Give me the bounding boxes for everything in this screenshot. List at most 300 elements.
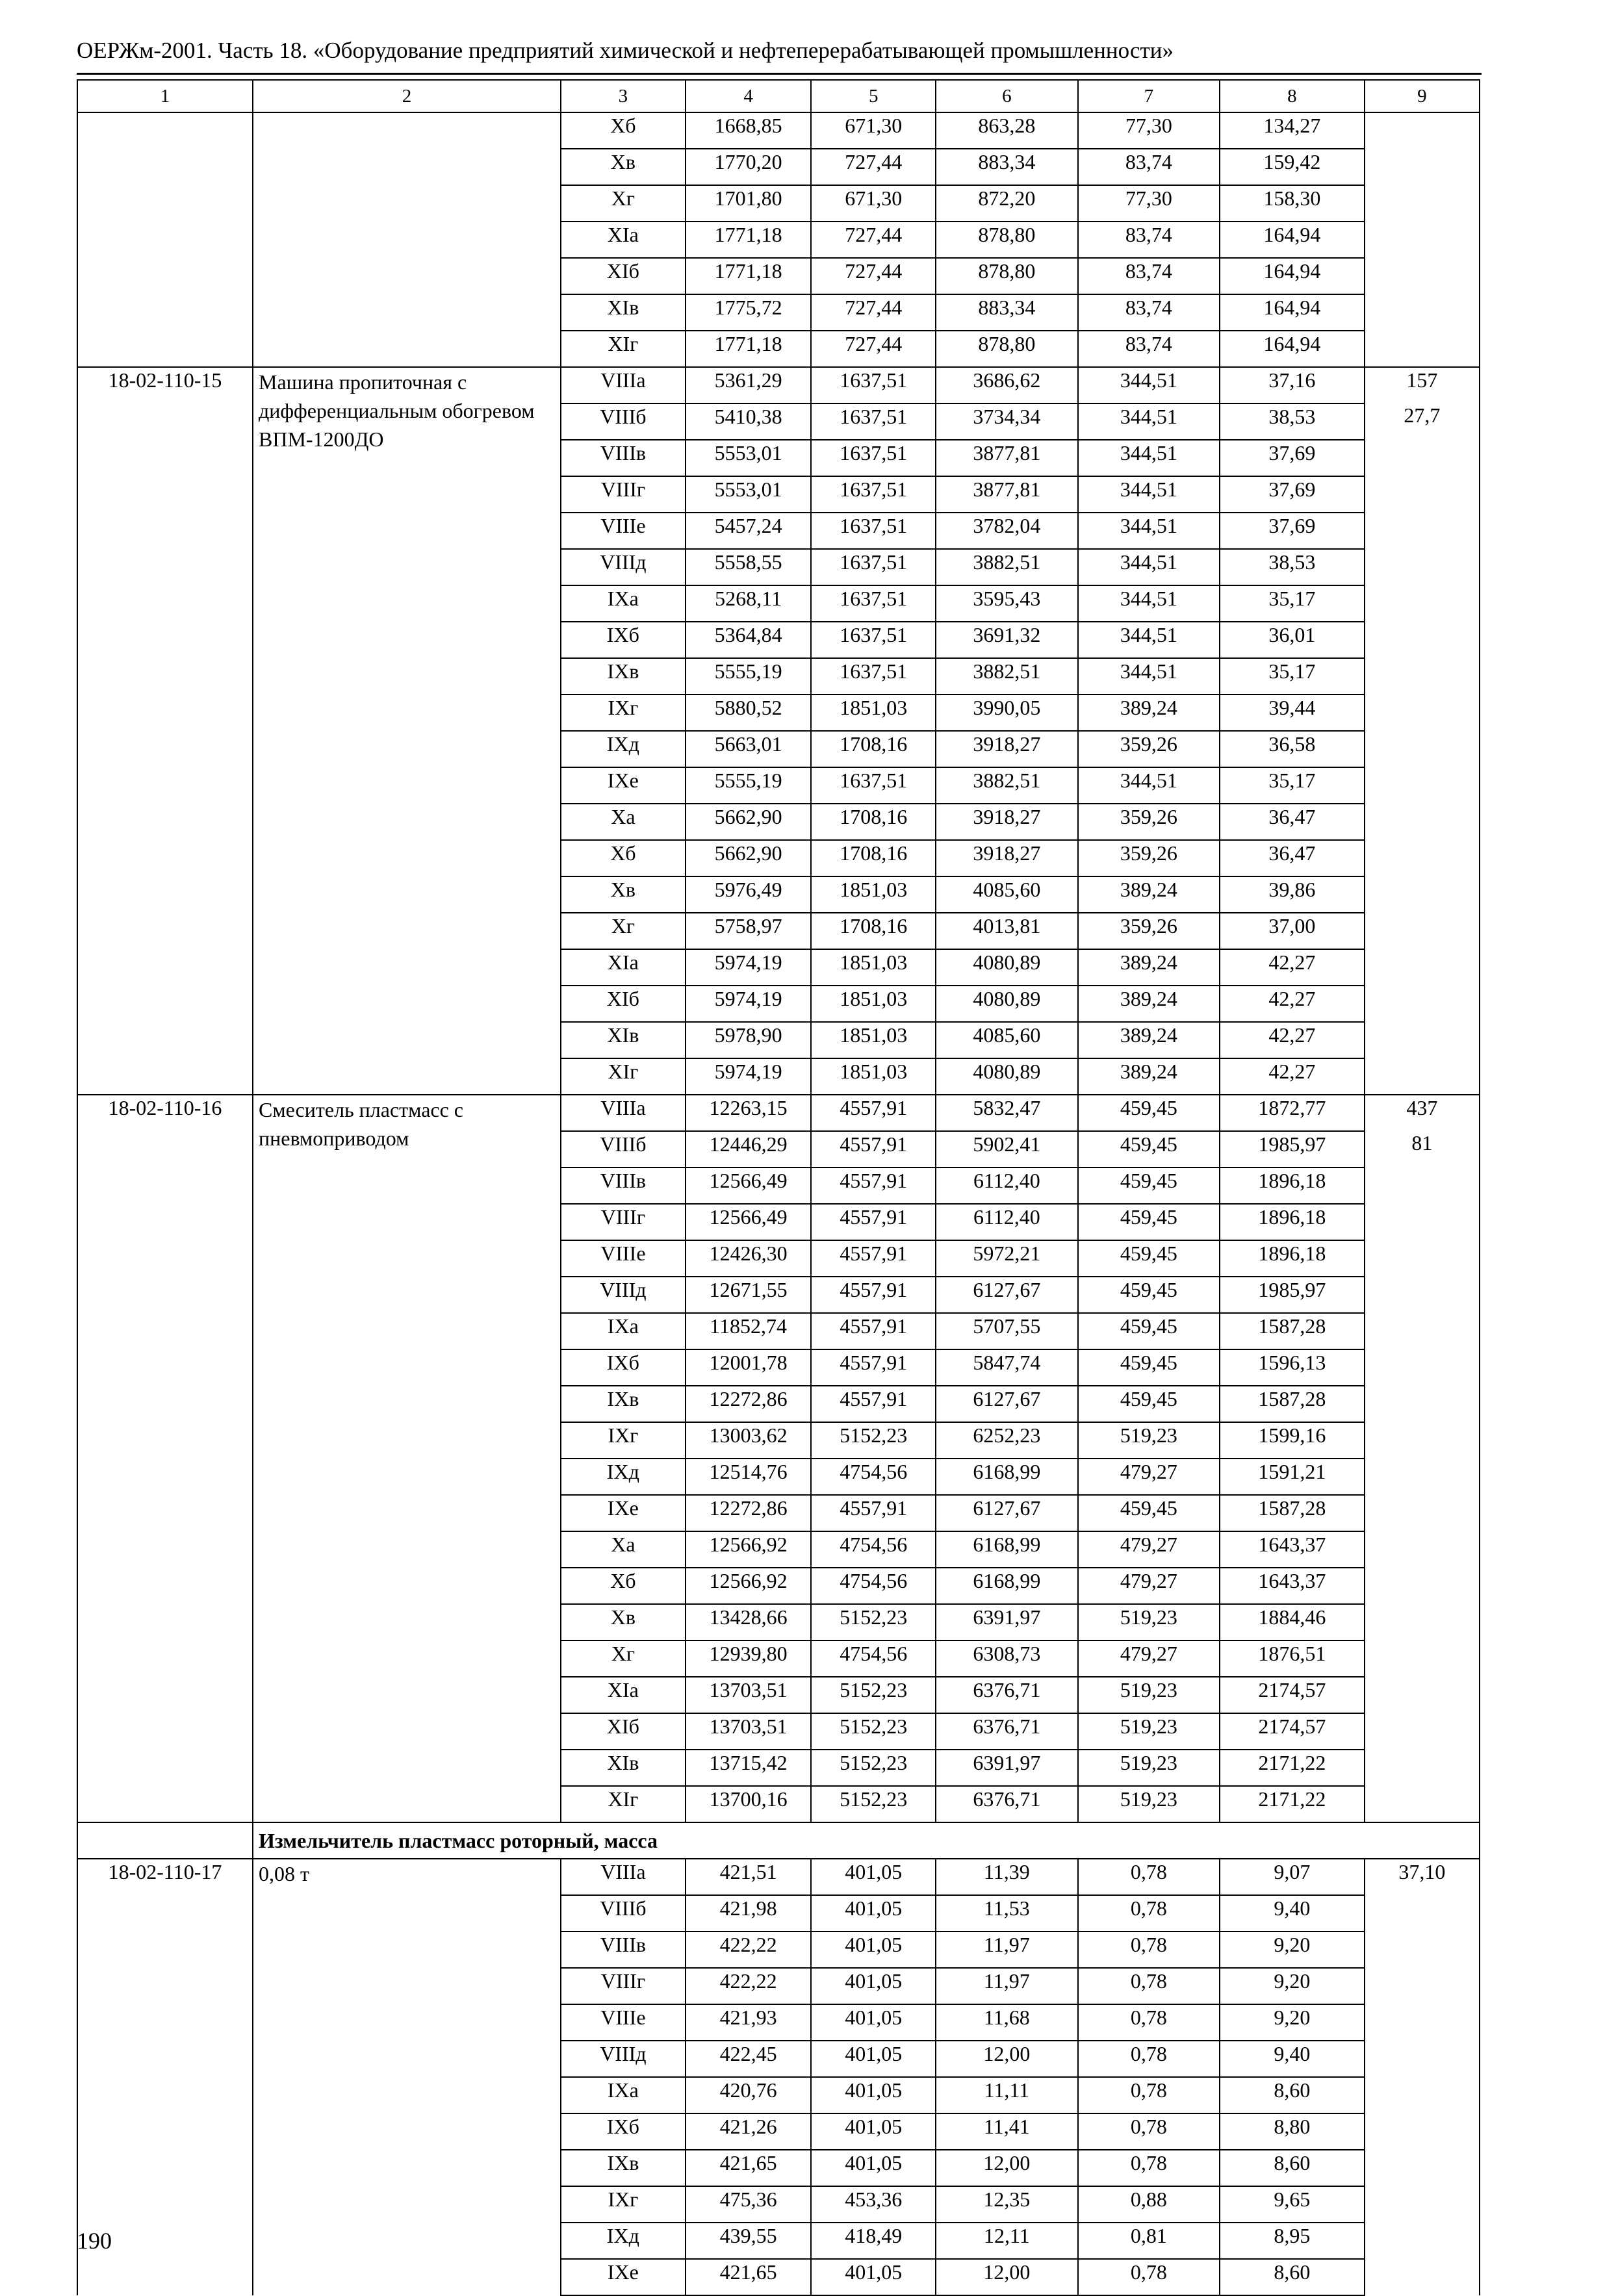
value-cell: 12,00: [936, 2041, 1077, 2077]
value-cell: 12272,86: [686, 1495, 812, 1531]
zone-cell: IXб: [561, 2113, 686, 2150]
value-cell: 519,23: [1078, 1604, 1220, 1640]
value-cell: 5558,55: [686, 549, 812, 585]
value-cell: 2171,22: [1220, 1786, 1365, 1822]
value-cell: 5555,19: [686, 767, 812, 804]
value-cell: 479,27: [1078, 1568, 1220, 1604]
value-cell: 5880,52: [686, 695, 812, 731]
zone-cell: IXб: [561, 1349, 686, 1386]
value-cell: 344,51: [1078, 476, 1220, 513]
item-name: [253, 112, 561, 367]
zone-cell: XIг: [561, 1786, 686, 1822]
value-cell: 6391,97: [936, 1750, 1077, 1786]
value-cell: 1775,72: [686, 294, 812, 331]
column-number: 1: [77, 80, 253, 112]
value-cell: 1896,18: [1220, 1240, 1365, 1277]
value-cell: 1708,16: [811, 840, 936, 876]
group-title: Измельчитель пластмасс роторный, масса: [253, 1822, 1480, 1859]
value-cell: 878,80: [936, 331, 1077, 367]
value-cell: 863,28: [936, 112, 1077, 149]
zone-cell: VIIIе: [561, 2004, 686, 2041]
value-cell: 9,65: [1220, 2186, 1365, 2223]
value-cell: 5410,38: [686, 403, 812, 440]
value-cell: 459,45: [1078, 1131, 1220, 1167]
value-cell: 4080,89: [936, 986, 1077, 1022]
zone-cell: XIб: [561, 986, 686, 1022]
weight-value: 27,7: [1404, 403, 1441, 427]
value-cell: 42,27: [1220, 949, 1365, 986]
value-cell: 6168,99: [936, 1531, 1077, 1568]
value-cell: 4557,91: [811, 1277, 936, 1313]
value-cell: 459,45: [1078, 1386, 1220, 1422]
table-row: [77, 112, 1480, 149]
value-cell: 727,44: [811, 258, 936, 294]
column-number: 9: [1365, 80, 1480, 112]
value-cell: 37,69: [1220, 440, 1365, 476]
value-cell: 6376,71: [936, 1713, 1077, 1750]
value-cell: 37,69: [1220, 476, 1365, 513]
value-cell: 5152,23: [811, 1750, 936, 1786]
value-cell: 727,44: [811, 222, 936, 258]
value-cell: 439,55: [686, 2223, 812, 2259]
value-cell: 359,26: [1078, 804, 1220, 840]
value-cell: 344,51: [1078, 513, 1220, 549]
value-cell: 3918,27: [936, 731, 1077, 767]
zone-cell: Xа: [561, 1531, 686, 1568]
value-cell: 9,40: [1220, 2041, 1365, 2077]
value-cell: 1985,97: [1220, 1277, 1365, 1313]
value-cell: 4754,56: [811, 1531, 936, 1568]
value-cell: 401,05: [811, 2041, 936, 2077]
value-cell: 6168,99: [936, 1568, 1077, 1604]
zone-cell: IXд: [561, 731, 686, 767]
value-cell: 872,20: [936, 185, 1077, 222]
zone-cell: IXа: [561, 585, 686, 622]
zone-cell: XIб: [561, 1713, 686, 1750]
value-cell: 12566,49: [686, 1204, 812, 1240]
value-cell: 8,60: [1220, 2259, 1365, 2295]
price-table: [77, 79, 1480, 2296]
value-cell: 459,45: [1078, 1204, 1220, 1240]
value-cell: 401,05: [811, 2077, 936, 2113]
value-cell: 39,86: [1220, 876, 1365, 913]
value-cell: 389,24: [1078, 986, 1220, 1022]
value-cell: 5758,97: [686, 913, 812, 949]
value-cell: 5555,19: [686, 658, 812, 695]
zone-cell: XIа: [561, 1677, 686, 1713]
value-cell: 12566,92: [686, 1531, 812, 1568]
value-cell: 6112,40: [936, 1167, 1077, 1204]
value-cell: 5662,90: [686, 840, 812, 876]
value-cell: 422,22: [686, 1968, 812, 2004]
value-cell: 1985,97: [1220, 1131, 1365, 1167]
value-cell: 421,65: [686, 2259, 812, 2295]
value-cell: 1851,03: [811, 1022, 936, 1058]
value-cell: 4557,91: [811, 1167, 936, 1204]
value-cell: 13703,51: [686, 1677, 812, 1713]
value-cell: 4085,60: [936, 1022, 1077, 1058]
value-cell: 11,39: [936, 1859, 1077, 1895]
value-cell: 35,17: [1220, 585, 1365, 622]
value-cell: 453,36: [811, 2186, 936, 2223]
value-cell: 389,24: [1078, 949, 1220, 986]
value-cell: 1637,51: [811, 440, 936, 476]
zone-cell: Xб: [561, 112, 686, 149]
value-cell: 4557,91: [811, 1386, 936, 1422]
zone-cell: XIа: [561, 222, 686, 258]
weight-cell: [1365, 367, 1480, 1095]
zone-cell: VIIIг: [561, 1204, 686, 1240]
value-cell: 1771,18: [686, 331, 812, 367]
value-cell: 3877,81: [936, 440, 1077, 476]
value-cell: 0,78: [1078, 1932, 1220, 1968]
zone-cell: IXд: [561, 2223, 686, 2259]
value-cell: 401,05: [811, 2004, 936, 2041]
value-cell: 401,05: [811, 1859, 936, 1895]
value-cell: 6376,71: [936, 1677, 1077, 1713]
value-cell: 1637,51: [811, 549, 936, 585]
value-cell: 479,27: [1078, 1459, 1220, 1495]
zone-cell: VIIIа: [561, 1859, 686, 1895]
value-cell: 11,11: [936, 2077, 1077, 2113]
value-cell: 77,30: [1078, 185, 1220, 222]
header-rule: [77, 73, 1482, 75]
value-cell: 401,05: [811, 1968, 936, 2004]
value-cell: 5663,01: [686, 731, 812, 767]
value-cell: 459,45: [1078, 1095, 1220, 1131]
value-cell: 36,47: [1220, 840, 1365, 876]
weight-value: 437: [1406, 1096, 1438, 1119]
zone-cell: IXв: [561, 2150, 686, 2186]
value-cell: 4754,56: [811, 1568, 936, 1604]
column-number: 8: [1220, 80, 1365, 112]
value-cell: 459,45: [1078, 1349, 1220, 1386]
value-cell: 5972,21: [936, 1240, 1077, 1277]
value-cell: 12,11: [936, 2223, 1077, 2259]
value-cell: 38,53: [1220, 549, 1365, 585]
value-cell: 3918,27: [936, 804, 1077, 840]
column-number-row: [77, 80, 1480, 112]
value-cell: 1851,03: [811, 876, 936, 913]
item-name: Смеситель пластмасс с пневмоприводом: [253, 1095, 561, 1822]
value-cell: 401,05: [811, 2259, 936, 2295]
value-cell: 3686,62: [936, 367, 1077, 403]
zone-cell: VIIIд: [561, 549, 686, 585]
value-cell: 1637,51: [811, 476, 936, 513]
value-cell: 6127,67: [936, 1495, 1077, 1531]
zone-cell: IXг: [561, 2186, 686, 2223]
value-cell: 359,26: [1078, 913, 1220, 949]
value-cell: 1599,16: [1220, 1422, 1365, 1459]
value-cell: 1708,16: [811, 913, 936, 949]
value-cell: 4085,60: [936, 876, 1077, 913]
value-cell: 38,53: [1220, 403, 1365, 440]
value-cell: 13703,51: [686, 1713, 812, 1750]
value-cell: 12566,49: [686, 1167, 812, 1204]
value-cell: 1668,85: [686, 112, 812, 149]
value-cell: 36,01: [1220, 622, 1365, 658]
value-cell: 12446,29: [686, 1131, 812, 1167]
zone-cell: IXе: [561, 2259, 686, 2295]
value-cell: 12426,30: [686, 1240, 812, 1277]
value-cell: 5707,55: [936, 1313, 1077, 1349]
value-cell: 8,95: [1220, 2223, 1365, 2259]
value-cell: 9,40: [1220, 1895, 1365, 1932]
value-cell: 11,97: [936, 1968, 1077, 2004]
value-cell: 4080,89: [936, 949, 1077, 986]
value-cell: 0,81: [1078, 2223, 1220, 2259]
zone-cell: XIв: [561, 1750, 686, 1786]
value-cell: 12,00: [936, 2259, 1077, 2295]
value-cell: 1587,28: [1220, 1495, 1365, 1531]
value-cell: 42,27: [1220, 1022, 1365, 1058]
value-cell: 1708,16: [811, 804, 936, 840]
value-cell: 479,27: [1078, 1531, 1220, 1568]
value-cell: 13428,66: [686, 1604, 812, 1640]
value-cell: 1637,51: [811, 403, 936, 440]
value-cell: 401,05: [811, 2150, 936, 2186]
value-cell: 344,51: [1078, 549, 1220, 585]
weight-value: 157: [1406, 368, 1438, 392]
zone-cell: Xв: [561, 149, 686, 185]
zone-cell: VIIIе: [561, 513, 686, 549]
value-cell: 9,20: [1220, 2004, 1365, 2041]
zone-cell: VIIIв: [561, 1932, 686, 1968]
value-cell: 727,44: [811, 294, 936, 331]
value-cell: 3691,32: [936, 622, 1077, 658]
value-cell: 83,74: [1078, 258, 1220, 294]
value-cell: 5974,19: [686, 1058, 812, 1095]
zone-cell: Xа: [561, 804, 686, 840]
value-cell: 3990,05: [936, 695, 1077, 731]
value-cell: 4557,91: [811, 1131, 936, 1167]
value-cell: 4557,91: [811, 1204, 936, 1240]
value-cell: 421,65: [686, 2150, 812, 2186]
value-cell: 401,05: [811, 1932, 936, 1968]
value-cell: 5847,74: [936, 1349, 1077, 1386]
column-number: 4: [686, 80, 812, 112]
value-cell: 5152,23: [811, 1713, 936, 1750]
value-cell: 3877,81: [936, 476, 1077, 513]
weight-value: 81: [1411, 1131, 1433, 1154]
zone-cell: IXв: [561, 1386, 686, 1422]
value-cell: 11852,74: [686, 1313, 812, 1349]
value-cell: 344,51: [1078, 367, 1220, 403]
value-cell: 1770,20: [686, 149, 812, 185]
group-code-cell: [77, 1822, 253, 1859]
value-cell: 418,49: [811, 2223, 936, 2259]
value-cell: 459,45: [1078, 1167, 1220, 1204]
value-cell: 1596,13: [1220, 1349, 1365, 1386]
zone-cell: VIIIа: [561, 1095, 686, 1131]
value-cell: 8,60: [1220, 2150, 1365, 2186]
item-code: [77, 112, 253, 367]
value-cell: 883,34: [936, 149, 1077, 185]
value-cell: 4557,91: [811, 1240, 936, 1277]
value-cell: 12263,15: [686, 1095, 812, 1131]
value-cell: 459,45: [1078, 1313, 1220, 1349]
zone-cell: Xг: [561, 913, 686, 949]
zone-cell: XIа: [561, 949, 686, 986]
value-cell: 0,78: [1078, 1895, 1220, 1932]
value-cell: 6376,71: [936, 1786, 1077, 1822]
zone-cell: Xг: [561, 1640, 686, 1677]
value-cell: 5152,23: [811, 1422, 936, 1459]
value-cell: 344,51: [1078, 440, 1220, 476]
value-cell: 3918,27: [936, 840, 1077, 876]
value-cell: 2174,57: [1220, 1677, 1365, 1713]
value-cell: 164,94: [1220, 222, 1365, 258]
column-number: 3: [561, 80, 686, 112]
zone-cell: IXв: [561, 658, 686, 695]
zone-cell: VIIIг: [561, 1968, 686, 2004]
value-cell: 4557,91: [811, 1349, 936, 1386]
value-cell: 401,05: [811, 2113, 936, 2150]
value-cell: 11,97: [936, 1932, 1077, 1968]
value-cell: 12939,80: [686, 1640, 812, 1677]
value-cell: 1872,77: [1220, 1095, 1365, 1131]
value-cell: 12671,55: [686, 1277, 812, 1313]
value-cell: 4557,91: [811, 1095, 936, 1131]
value-cell: 42,27: [1220, 986, 1365, 1022]
value-cell: 37,16: [1220, 367, 1365, 403]
value-cell: 0,88: [1078, 2186, 1220, 2223]
value-cell: 36,58: [1220, 731, 1365, 767]
value-cell: 11,53: [936, 1895, 1077, 1932]
value-cell: 13700,16: [686, 1786, 812, 1822]
value-cell: 164,94: [1220, 331, 1365, 367]
zone-cell: Xб: [561, 1568, 686, 1604]
value-cell: 6112,40: [936, 1204, 1077, 1240]
zone-cell: XIв: [561, 294, 686, 331]
value-cell: 5364,84: [686, 622, 812, 658]
value-cell: 9,20: [1220, 1932, 1365, 1968]
value-cell: 6252,23: [936, 1422, 1077, 1459]
value-cell: 727,44: [811, 331, 936, 367]
zone-cell: IXе: [561, 1495, 686, 1531]
item-code: 18-02-110-17: [77, 1859, 253, 2295]
value-cell: 5832,47: [936, 1095, 1077, 1131]
value-cell: 12,35: [936, 2186, 1077, 2223]
value-cell: 35,17: [1220, 767, 1365, 804]
value-cell: 5268,11: [686, 585, 812, 622]
page-header: ОЕРЖм-2001. Часть 18. «Оборудование предприятий химической и нефтеперерабатывающей промышленности»: [77, 38, 1174, 63]
value-cell: 1637,51: [811, 767, 936, 804]
value-cell: 4557,91: [811, 1313, 936, 1349]
value-cell: 3882,51: [936, 658, 1077, 695]
value-cell: 5553,01: [686, 476, 812, 513]
value-cell: 2174,57: [1220, 1713, 1365, 1750]
value-cell: 389,24: [1078, 1058, 1220, 1095]
value-cell: 1771,18: [686, 222, 812, 258]
zone-cell: VIIIб: [561, 1895, 686, 1932]
zone-cell: IXа: [561, 1313, 686, 1349]
zone-cell: VIIIе: [561, 1240, 686, 1277]
value-cell: 164,94: [1220, 294, 1365, 331]
value-cell: 344,51: [1078, 767, 1220, 804]
value-cell: 37,00: [1220, 913, 1365, 949]
value-cell: 459,45: [1078, 1495, 1220, 1531]
zone-cell: VIIIв: [561, 1167, 686, 1204]
value-cell: 519,23: [1078, 1786, 1220, 1822]
value-cell: 1637,51: [811, 622, 936, 658]
zone-cell: IXг: [561, 1422, 686, 1459]
zone-cell: Xв: [561, 876, 686, 913]
item-name: 0,08 т: [253, 1859, 561, 2295]
zone-cell: XIг: [561, 1058, 686, 1095]
value-cell: 5662,90: [686, 804, 812, 840]
value-cell: 420,76: [686, 2077, 812, 2113]
value-cell: 1637,51: [811, 513, 936, 549]
value-cell: 1701,80: [686, 185, 812, 222]
zone-cell: VIIIв: [561, 440, 686, 476]
value-cell: 164,94: [1220, 258, 1365, 294]
value-cell: 12272,86: [686, 1386, 812, 1422]
item-name: Машина пропиточная с дифференциальным обогревом ВПМ-1200ДО: [253, 367, 561, 1095]
value-cell: 9,20: [1220, 1968, 1365, 2004]
value-cell: 878,80: [936, 258, 1077, 294]
value-cell: 1851,03: [811, 949, 936, 986]
column-number: 5: [811, 80, 936, 112]
value-cell: 4557,91: [811, 1495, 936, 1531]
zone-cell: IXб: [561, 622, 686, 658]
value-cell: 37,69: [1220, 513, 1365, 549]
value-cell: 389,24: [1078, 876, 1220, 913]
value-cell: 401,05: [811, 1895, 936, 1932]
zone-cell: VIIIб: [561, 403, 686, 440]
page-number: 190: [77, 2228, 112, 2254]
value-cell: 421,26: [686, 2113, 812, 2150]
value-cell: 83,74: [1078, 222, 1220, 258]
zone-cell: Xг: [561, 185, 686, 222]
value-cell: 0,78: [1078, 2004, 1220, 2041]
table-row: [77, 1095, 1480, 1131]
item-code: 18-02-110-16: [77, 1095, 253, 1822]
value-cell: 5457,24: [686, 513, 812, 549]
value-cell: 422,22: [686, 1932, 812, 1968]
value-cell: 421,51: [686, 1859, 812, 1895]
value-cell: 1587,28: [1220, 1313, 1365, 1349]
value-cell: 2171,22: [1220, 1750, 1365, 1786]
zone-cell: XIв: [561, 1022, 686, 1058]
value-cell: 5152,23: [811, 1677, 936, 1713]
value-cell: 1587,28: [1220, 1386, 1365, 1422]
group-header-row: [77, 1822, 1480, 1859]
value-cell: 12514,76: [686, 1459, 812, 1495]
value-cell: 0,78: [1078, 2041, 1220, 2077]
value-cell: 6308,73: [936, 1640, 1077, 1677]
value-cell: 5978,90: [686, 1022, 812, 1058]
value-cell: 3734,34: [936, 403, 1077, 440]
value-cell: 4754,56: [811, 1459, 936, 1495]
value-cell: 344,51: [1078, 403, 1220, 440]
value-cell: 344,51: [1078, 585, 1220, 622]
value-cell: 344,51: [1078, 658, 1220, 695]
value-cell: 5152,23: [811, 1786, 936, 1822]
value-cell: 4754,56: [811, 1640, 936, 1677]
value-cell: 12001,78: [686, 1349, 812, 1386]
zone-cell: XIг: [561, 331, 686, 367]
value-cell: 359,26: [1078, 731, 1220, 767]
value-cell: 83,74: [1078, 331, 1220, 367]
value-cell: 36,47: [1220, 804, 1365, 840]
value-cell: 6127,67: [936, 1277, 1077, 1313]
value-cell: 1771,18: [686, 258, 812, 294]
table-row: [77, 1859, 1480, 1895]
value-cell: 1643,37: [1220, 1568, 1365, 1604]
value-cell: 0,78: [1078, 2113, 1220, 2150]
value-cell: 9,07: [1220, 1859, 1365, 1895]
